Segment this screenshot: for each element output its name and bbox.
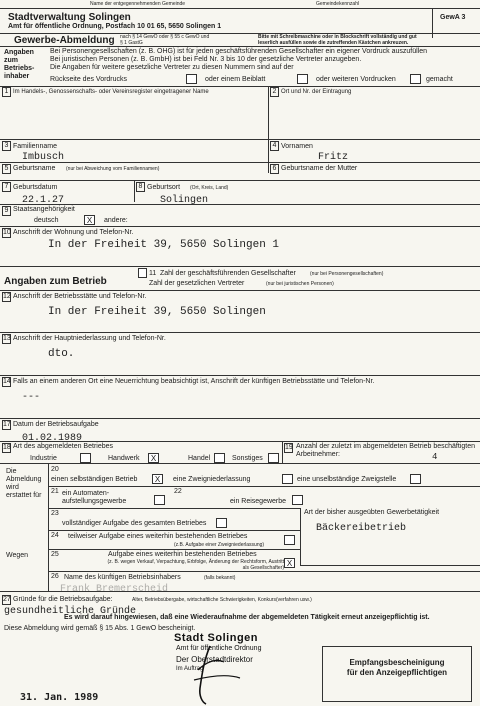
concerns-label: Die Abmeldung wird erstattet für bbox=[6, 468, 42, 499]
field-14-label: Falls an einem anderen Ort eine Neuerrichtung beabsichtigt ist, Anschrift der künftigen Betriebsstätte und Telefon-Nr. bbox=[13, 378, 375, 385]
headquarters-value[interactable]: dto. bbox=[48, 348, 75, 360]
previous-activity-label: Art der bisher ausgeübten Gewerbetätigkeit bbox=[304, 509, 440, 516]
owner-intro-2: Bei juristischen Personen (z. B. GmbH) ist bei Feld Nr. 3 bis 10 der gesetzliche Vertreter anzugeben. bbox=[50, 56, 362, 63]
partial-closure-checkbox[interactable] bbox=[284, 535, 295, 545]
vending-label: ein Automaten-aufstellungsgewerbe bbox=[62, 490, 127, 505]
type-craft-checkbox[interactable]: X bbox=[148, 453, 159, 463]
resumption-notice: Es wird darauf hingewiesen, daß eine Wiederaufnahme der abgemeldeten Tätigkeit erneut anzeigepflichtig ist. bbox=[64, 614, 430, 621]
nationality-german-checkbox[interactable]: X bbox=[84, 215, 95, 225]
field-2-label: Ort und Nr. der Eintragung bbox=[281, 89, 352, 95]
field-9-label: Staatsangehörigkeit bbox=[13, 206, 75, 213]
itinerant-label: ein Reisegewerbe bbox=[230, 498, 287, 505]
authority-name: Stadtverwaltung Solingen bbox=[8, 12, 131, 23]
field-5-note: (nur bei Abweichung vom Familiennamen) bbox=[66, 166, 160, 172]
transfer-note: (z. B. wegen Verkauf, Verpachtung, Erbfolge, Änderung der Rechtsform, Austritt als Gesellschafter) bbox=[107, 559, 284, 571]
municipality-code-label: Gemeindekennzahl bbox=[316, 1, 360, 7]
nationality-german-label: deutsch bbox=[34, 217, 59, 224]
field-4-label: Vornamen bbox=[281, 143, 313, 150]
receipt-subtitle: für den Anzeigepflichtigen bbox=[346, 668, 448, 677]
field-18-label: Art des abgemeldeten Betriebes bbox=[13, 443, 114, 450]
field-5-label: Geburtsname bbox=[13, 165, 56, 172]
stamp-city: Stadt Solingen bbox=[174, 632, 258, 644]
because-label: Wegen bbox=[6, 552, 29, 559]
type-other-checkbox[interactable] bbox=[268, 453, 279, 463]
field-8-note: (Ort, Kreis, Land) bbox=[190, 185, 229, 191]
owner-intro-1: Bei Personengesellschaften (z. B. OHG) ist für jeden geschäftsführenden Gesellschafter ein eigener Vordruck auszufüllen bbox=[50, 48, 428, 55]
made-label: gemacht bbox=[426, 76, 453, 83]
further-forms-checkbox[interactable] bbox=[410, 74, 421, 84]
type-industry-checkbox[interactable] bbox=[80, 453, 91, 463]
field-27-label: Gründe für die Betriebsaufgabe: bbox=[13, 596, 113, 603]
further-forms-label: oder weiteren Vordrucken bbox=[316, 76, 396, 83]
dependent-branch-checkbox[interactable] bbox=[410, 474, 421, 484]
supplement-label: oder einem Beiblatt bbox=[205, 76, 266, 83]
confirmation-text: Diese Abmeldung wird gemäß § 15 Abs. 1 GewO bescheinigt. bbox=[4, 625, 196, 632]
future-owner-value[interactable]: Frank Bremerscheid bbox=[60, 584, 169, 595]
field-3-label: Familienname bbox=[13, 143, 57, 150]
birth-place-value[interactable]: Solingen bbox=[160, 195, 209, 206]
field-8-label: Geburtsort bbox=[147, 184, 181, 191]
type-trade-label: Handel bbox=[188, 455, 211, 462]
branch-checkbox[interactable] bbox=[282, 474, 293, 484]
business-address-value[interactable]: In der Freiheit 39, 5650 Solingen bbox=[48, 306, 266, 318]
independent-business-label: einen selbständigen Betrieb bbox=[51, 476, 138, 483]
stamp-office-2: Der Oberstadtdirektor bbox=[176, 655, 253, 664]
transfer-checkbox[interactable]: X bbox=[284, 558, 295, 568]
back-side-label: Rückseite des Vordrucks bbox=[50, 76, 128, 83]
previous-activity-value[interactable]: Bäckereibetrieb bbox=[316, 523, 407, 534]
type-other-label: Sonstiges bbox=[232, 455, 263, 462]
field-11-count-box[interactable] bbox=[138, 268, 147, 278]
closure-date-value[interactable]: 01.02.1989 bbox=[22, 433, 83, 444]
vending-checkbox[interactable] bbox=[154, 495, 165, 505]
receipt-title: Empfangsbescheinigung bbox=[349, 658, 445, 667]
transfer-label: Aufgabe eines weiterhin bestehenden Betriebes bbox=[108, 551, 257, 558]
owner-intro-3: Die Angaben für weitere gesetzliche Vertreter zu diesen Nummern sind auf der bbox=[50, 64, 294, 71]
partial-closure-note: (z.B. Aufgabe einer Zweigniederlassung) bbox=[174, 542, 265, 548]
partial-closure-label: teilweiser Aufgabe eines weiterhin bestehenden Betriebes bbox=[68, 533, 248, 540]
field-10-label: Anschrift der Wohnung und Telefon-Nr. bbox=[13, 229, 134, 236]
field-19-label: Anzahl der zuletzt im abgemeldeten Betrieb beschäftigten Arbeitnehmer: bbox=[296, 443, 475, 458]
field-6-label: Geburtsname der Mutter bbox=[281, 165, 358, 172]
new-location-value[interactable]: --- bbox=[22, 392, 41, 403]
family-name-value[interactable]: Imbusch bbox=[22, 152, 65, 163]
field-12-label: Anschrift der Betriebsstätte und Telefon-Nr. bbox=[13, 293, 147, 300]
branch-label: eine Zweigniederlassung bbox=[173, 476, 251, 483]
employee-count-value[interactable]: 4 bbox=[432, 452, 438, 462]
home-address-value[interactable]: In der Freiheit 39, 5650 Solingen 1 bbox=[48, 239, 280, 251]
first-name-value[interactable]: Fritz bbox=[318, 152, 349, 163]
future-owner-note: (falls bekannt) bbox=[204, 575, 236, 581]
owner-section-label: Angaben zum Betriebs-inhaber bbox=[4, 49, 35, 80]
field-11a-label: Zahl der geschäftsführenden Gesellschafter bbox=[160, 270, 296, 277]
signature bbox=[180, 640, 270, 706]
independent-business-checkbox[interactable]: X bbox=[152, 474, 163, 484]
field-1-label: Im Handels-, Genossenschafts- oder Vereinsregister eingetragener Name bbox=[13, 89, 209, 95]
back-side-checkbox[interactable] bbox=[186, 74, 197, 84]
type-trade-checkbox[interactable] bbox=[214, 453, 225, 463]
field-27-note: Alter, Betriebsübergabe, wirtschaftliche Schwierigkeiten, Konkurs(verfahren usw.) bbox=[132, 597, 312, 603]
itinerant-checkbox[interactable] bbox=[292, 495, 303, 505]
field-17-label: Datum der Betriebsaufgabe bbox=[13, 421, 99, 428]
nationality-other-label: andere: bbox=[104, 217, 128, 224]
complete-closure-label: vollständiger Aufgabe des gesamten Betriebes bbox=[62, 520, 207, 527]
birth-date-value[interactable]: 22.1.27 bbox=[22, 195, 65, 206]
field-11a-note: (nur bei Personengesellschaften) bbox=[310, 271, 384, 277]
type-craft-label: Handwerk bbox=[108, 455, 140, 462]
stamp-office-1: Amt für öffentliche Ordnung bbox=[176, 645, 262, 652]
legal-basis: nach § 14 GewO oder § 55 c GewO und § 1 GastG bbox=[120, 34, 210, 46]
field-11b-note: (nur bei juristischen Personen) bbox=[266, 281, 334, 287]
authority-address: Amt für öffentliche Ordnung, Postfach 10 01 65, 5650 Solingen 1 bbox=[8, 23, 222, 30]
form-title: Gewerbe-Abmeldung bbox=[14, 35, 115, 46]
business-heading: Angaben zum Betrieb bbox=[4, 276, 107, 287]
field-11b-label: Zahl der gesetzlichen Vertreter bbox=[149, 280, 245, 287]
complete-closure-checkbox[interactable] bbox=[216, 518, 227, 528]
municipality-name-label: Name der entgegennehmenden Gemeinde bbox=[90, 1, 186, 7]
field-7-label: Geburtsdatum bbox=[13, 184, 58, 191]
field-13-label: Anschrift der Hauptniederlassung und Telefon-Nr. bbox=[13, 335, 166, 342]
stamp-date: 31. Jan. 1989 bbox=[20, 692, 99, 703]
type-industry-label: Industrie bbox=[30, 455, 57, 462]
form-code: GewA 3 bbox=[440, 14, 466, 21]
fill-instruction: Bitte mit Schreibmaschine oder in Blockschrift vollständig und gut leserlich ausfüllen sowie die zutreffenden Kästchen ankreuzen. bbox=[258, 34, 417, 46]
future-owner-label: Name des künftigen Betriebsinhabers bbox=[64, 574, 181, 581]
stamp-office-3: Im Auftrag bbox=[176, 666, 204, 672]
closure-reason-value[interactable]: gesundheitliche Gründe bbox=[4, 606, 137, 617]
dependent-branch-label: eine unselbständige Zweigstelle bbox=[297, 476, 397, 483]
supplement-checkbox[interactable] bbox=[297, 74, 308, 84]
